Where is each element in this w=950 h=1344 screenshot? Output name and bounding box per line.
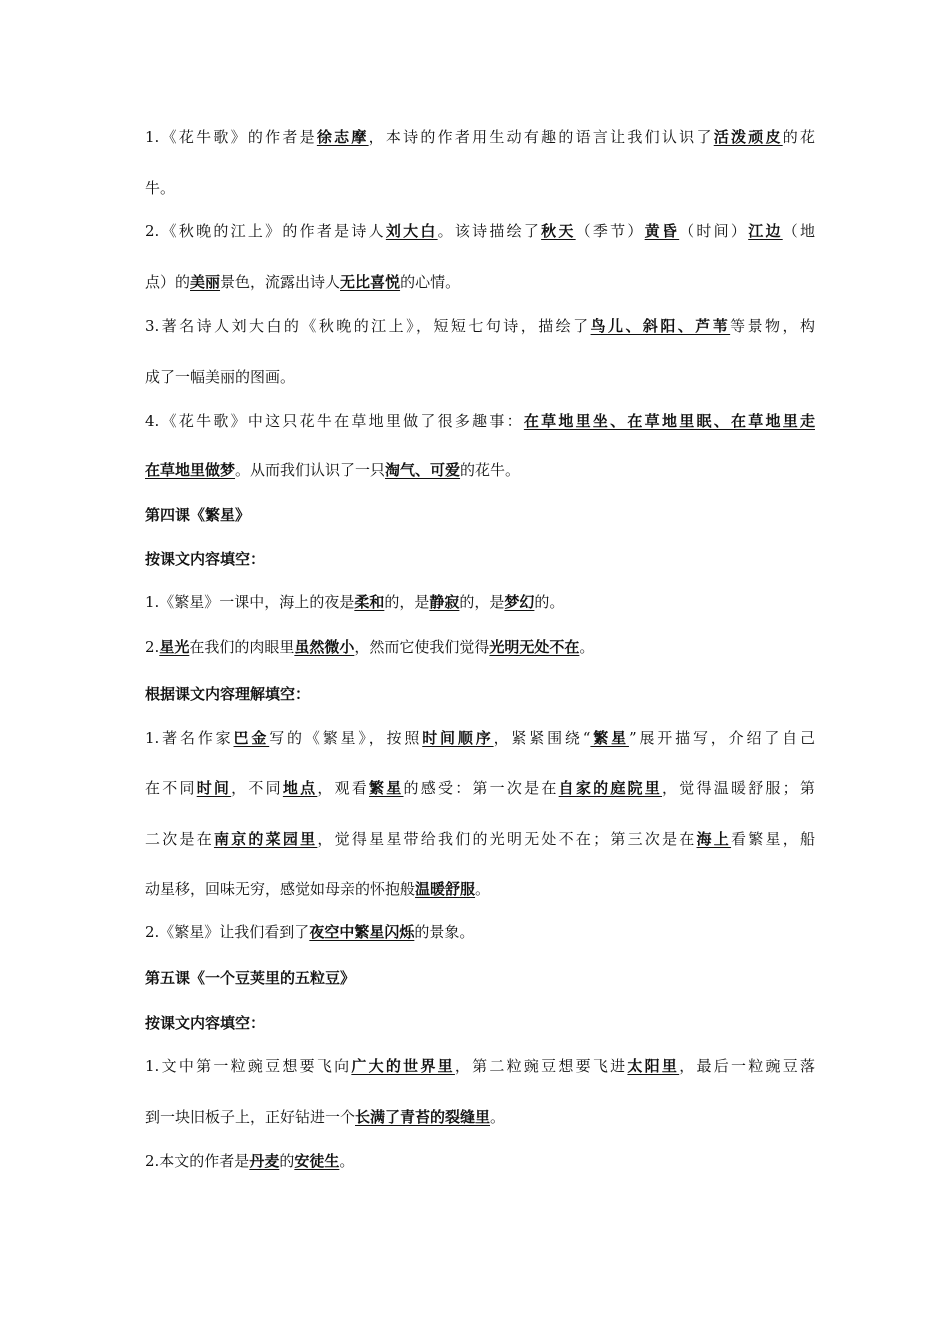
answer-blank: 秋天 [541, 222, 576, 240]
text-line [145, 127, 815, 147]
text-segment: 。从而我们认识了一只 [235, 461, 386, 479]
section-heading [145, 549, 815, 569]
text-segment: 牛。 [145, 179, 176, 197]
answer-blank: 淘气、可爱 [385, 461, 461, 479]
text-segment: 。 [579, 638, 595, 656]
text-line [145, 879, 815, 899]
text-segment: （季节） [575, 222, 645, 240]
text-segment: ”展开描写，介绍了自己 [628, 729, 815, 747]
text-segment: （时间） [679, 222, 749, 240]
text-segment: ，不同 [231, 779, 283, 797]
answer-blank: 刘大白 [385, 222, 438, 240]
text-segment: ，觉得星星带给我们的光明无处不在；第三次是在 [317, 830, 697, 848]
answer-blank: 在草地里坐、在草地里眠、在草地里走 [523, 412, 815, 430]
text-segment: 的花牛。 [460, 461, 521, 479]
text-segment: 看繁星，船 [731, 830, 815, 848]
text-segment: 根据课文内容理解填空： [145, 685, 311, 703]
text-segment: 的景象。 [414, 923, 475, 941]
text-segment: 二次是在 [145, 830, 214, 848]
answer-blank: 无比喜悦 [340, 273, 401, 291]
answer-blank: 江边 [748, 222, 783, 240]
answer-blank: 光明无处不在 [489, 638, 580, 656]
text-line [145, 272, 815, 292]
text-segment: ，观看 [317, 779, 370, 797]
text-segment: 第五课《一个豆荚里的五粒豆》 [145, 969, 356, 987]
section-heading [145, 968, 815, 988]
text-segment: 2.本文的作者是 [145, 1152, 250, 1170]
text-segment: 。该诗描绘了 [437, 222, 542, 240]
text-line [145, 460, 815, 480]
text-segment: 1.著名作家 [145, 729, 234, 747]
text-line [145, 178, 815, 198]
text-segment: 4.《花牛歌》中这只花牛在草地里做了很多趣事： [145, 412, 524, 430]
answer-blank: 巴金 [233, 729, 270, 747]
text-line [145, 637, 815, 657]
text-segment: 的，是 [459, 593, 505, 611]
text-segment: 在不同 [145, 779, 197, 797]
text-segment: 在我们的肉眼里 [189, 638, 295, 656]
section-heading [145, 1013, 815, 1033]
answer-blank: 活泼顽皮 [713, 128, 783, 146]
text-line [145, 1151, 815, 1171]
answer-blank: 星光 [159, 638, 190, 656]
text-segment: 1.《花牛歌》的作者是 [145, 128, 317, 146]
text-line [145, 221, 815, 241]
answer-blank: 海上 [696, 830, 732, 848]
answer-blank: 长满了青苔的裂缝里 [355, 1108, 491, 1126]
answer-blank: 静寂 [429, 593, 460, 611]
text-segment: 的。 [534, 593, 565, 611]
answer-blank: 鸟儿、斜阳、芦苇 [590, 317, 731, 335]
answer-blank: 柔和 [354, 593, 385, 611]
text-segment: ，最后一粒豌豆落 [679, 1057, 815, 1075]
answer-blank: 虽然微小 [294, 638, 355, 656]
answer-blank: 梦幻 [504, 593, 535, 611]
text-segment: ，紧紧围绕“ [493, 729, 591, 747]
answer-blank: 地点 [282, 779, 318, 797]
text-segment: 的 [279, 1152, 295, 1170]
text-line [145, 411, 815, 431]
text-segment: 第四课《繁星》 [145, 506, 251, 524]
text-line [145, 592, 815, 612]
text-line [145, 728, 815, 748]
text-segment: 景色，流露出诗人 [220, 273, 341, 291]
text-segment: 。 [475, 880, 491, 898]
text-segment: 2. [145, 638, 160, 656]
answer-blank: 温暖舒服 [415, 880, 476, 898]
text-line [145, 1056, 815, 1076]
text-segment: 的心情。 [400, 273, 461, 291]
text-line [145, 367, 815, 387]
text-segment: ，本诗的作者用生动有趣的语言让我们认识了 [368, 128, 714, 146]
text-line [145, 829, 815, 849]
answer-blank: 南京的菜园里 [213, 830, 318, 848]
text-line [145, 922, 815, 942]
text-segment: 的感受：第一次是在 [403, 779, 559, 797]
section-heading [145, 505, 815, 525]
text-segment: 。 [490, 1108, 506, 1126]
section-heading [145, 684, 815, 704]
text-segment: ，第二粒豌豆想要飞进 [454, 1057, 628, 1075]
answer-blank: 时间 [196, 779, 232, 797]
text-line [145, 1107, 815, 1127]
text-line [145, 316, 815, 336]
text-segment: 写的《繁星》，按照 [269, 729, 423, 747]
text-segment: 点）的 [145, 273, 191, 291]
text-segment: 。 [339, 1152, 355, 1170]
text-segment: ，觉得温暖舒服；第 [662, 779, 815, 797]
text-segment: 1.文中第一粒豌豆想要飞向 [145, 1057, 352, 1075]
text-segment: （地 [782, 222, 815, 240]
answer-blank: 夜空中繁星闪烁 [309, 923, 415, 941]
text-segment: 的花 [782, 128, 815, 146]
text-segment: 成了一幅美丽的图画。 [145, 368, 296, 386]
answer-blank: 丹麦 [249, 1152, 280, 1170]
text-segment: 到一块旧板子上，正好钻进一个 [145, 1108, 356, 1126]
answer-blank: 繁星 [369, 779, 404, 797]
answer-blank: 太阳里 [627, 1057, 680, 1075]
text-segment: 按课文内容填空： [145, 1014, 266, 1032]
text-segment: ，然而它使我们觉得 [354, 638, 490, 656]
text-segment: 1.《繁星》一课中，海上的夜是 [145, 593, 355, 611]
text-line [145, 778, 815, 798]
text-segment: 3.著名诗人刘大白的《秋晚的江上》，短短七句诗，描绘了 [145, 317, 591, 335]
text-segment: 按课文内容填空： [145, 550, 266, 568]
text-segment: 2.《秋晚的江上》的作者是诗人 [145, 222, 386, 240]
answer-blank: 美丽 [190, 273, 221, 291]
answer-blank: 广大的世界里 [351, 1057, 455, 1075]
text-segment: 2.《繁星》让我们看到了 [145, 923, 310, 941]
answer-blank: 安徒生 [294, 1152, 340, 1170]
answer-blank: 繁星 [590, 729, 629, 747]
answer-blank: 徐志摩 [316, 128, 369, 146]
answer-blank: 黄昏 [644, 222, 680, 240]
text-segment: 动星移，回味无穷，感觉如母亲的怀抱般 [145, 880, 416, 898]
text-segment: 的，是 [384, 593, 430, 611]
text-segment: 等景物，构 [730, 317, 815, 335]
answer-blank: 时间顺序 [422, 729, 494, 747]
answer-blank: 在草地里做梦 [145, 461, 236, 479]
answer-blank: 自家的庭院里 [558, 779, 663, 797]
